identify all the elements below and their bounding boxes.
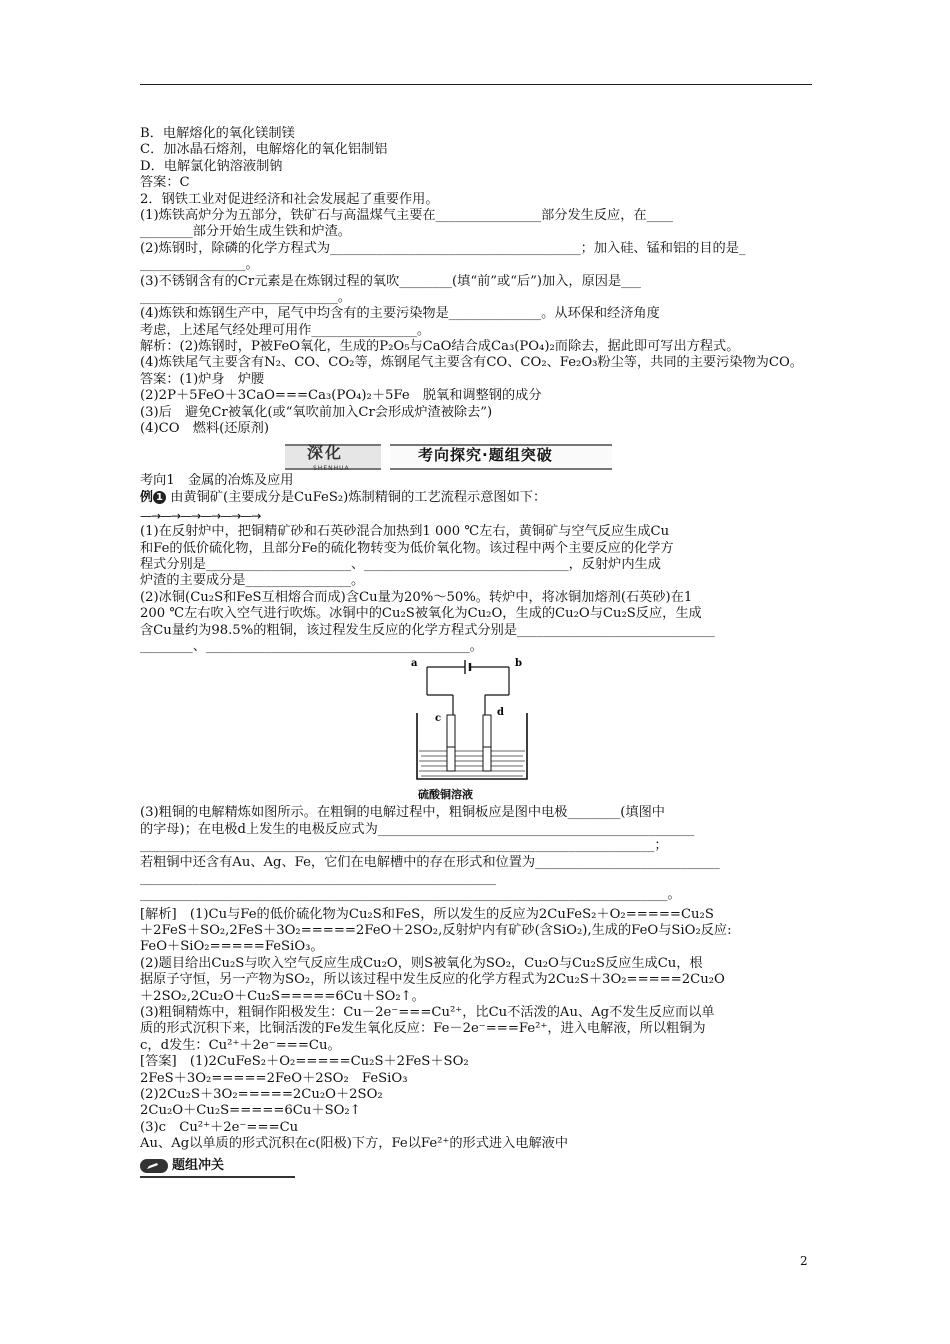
answer-line-5: (3)c Cu²⁺＋2e⁻===Cu — [140, 1119, 299, 1135]
banner-left-subtitle: SHENHUA — [313, 465, 350, 473]
ex-part3-line5: ______________________________________________________ — [140, 870, 497, 886]
example-label: 例 — [140, 489, 154, 505]
page-number: 2 — [800, 1254, 808, 1268]
answer-line-1: [答案] (1)2CuFeS₂＋O₂=====Cu₂S＋2FeS＋SO₂ — [140, 1054, 469, 1070]
ex-part1-line2: 和Fe的低价硫化物，且部分Fe的硫化物转变为低价氧化物。该过程中两个主要反应的化学方 — [140, 540, 674, 556]
ex-part2-line1: (2)冰铜(Cu₂S和FeS互相熔合而成)含Cu量为20%～50%。转炉中，将冰铜加熔剂(石英砂)在1 — [140, 589, 693, 605]
option-b: B．电解熔化的氧化镁制镁 — [140, 126, 295, 141]
q2-part1-line2: ________部分开始生成生铁和炉渣。 — [140, 224, 351, 240]
ex-part1-line3: 程式分别是______________________、_______________________________，反射炉内生成 — [140, 557, 661, 573]
solution-line-2: ＋2FeS＋SO₂,2FeS＋3O₂=====2FeO＋2SO₂,反射炉内有矿砂(含SiO₂),生成的FeO与SiO₂反应: — [140, 923, 732, 939]
group-practice-header — [140, 1157, 812, 1179]
answer-line-4: 2Cu₂O＋Cu₂S=====6Cu＋SO₂↑ — [140, 1103, 361, 1119]
group-title: 题组冲关 — [172, 1157, 225, 1173]
banner-left — [285, 443, 381, 473]
electrode-label-b: b — [515, 658, 522, 670]
answer-line-2: 2FeS＋3O₂=====2FeO＋2SO₂ FeSiO₃ — [140, 1070, 408, 1086]
header-rule — [140, 84, 812, 85]
solution-line-8: 质的形式沉积下来，比铜活泼的Fe发生氧化反应：Fe－2e⁻===Fe²⁺，进入电解液，所以粗铜为 — [140, 1021, 706, 1037]
option-c: C．加冰晶石熔剂，电解熔化的氧化铝制铝 — [140, 142, 388, 158]
figure-caption: 硫酸铜溶液 — [418, 788, 473, 802]
solution-line-9: c，d发生：Cu²⁺＋2e⁻===Cu。 — [140, 1037, 341, 1053]
q2-part2-line1: (2)炼钢时，除磷的化学方程式为______________________________________；加入硅、锰和铝的目的是_ — [140, 240, 746, 256]
solution-line-6: ＋2SO₂,2Cu₂O＋Cu₂S=====6Cu＋SO₂↑。 — [140, 988, 425, 1004]
q2-part3-line2: ______________________________。 — [140, 289, 351, 305]
q2-answer-1: 答案：(1)炉身 炉腰 — [140, 371, 265, 387]
ex-part1-line4: 炉渣的主要成分是________________。 — [140, 573, 365, 589]
solution-line-3: FeO＋SiO₂=====FeSiO₃。 — [140, 939, 324, 955]
q2-part4-line2: 考虑，上述尾气经处理可用作________________。 — [140, 322, 431, 338]
section-title: 考向1 金属的冶炼及应用 — [140, 473, 294, 489]
pen-icon — [146, 1162, 160, 1170]
q2-explanation-2: (4)炼铁尾气主要含有N₂、CO、CO₂等，炼钢尾气主要含有CO、CO₂、Fe₂O₃粉尘等，共同的主要污染物为CO。 — [140, 355, 803, 371]
example-number: 1 — [153, 491, 166, 504]
electrode-label-c: c — [435, 713, 442, 725]
flow-arrows: —→—→—→—→—→—→ — [140, 509, 261, 524]
banner-right-title: 考向探究·题组突破 — [418, 446, 553, 465]
ex-part1-line1: (1)在反射炉中，把铜精矿砂和石英砂混合加热到1 000 ℃左右，黄铜矿与空气反应生成Cu — [140, 524, 670, 540]
q2-answer-4: (4)CO 燃料(还原剂) — [140, 421, 269, 437]
example-badge — [140, 490, 166, 506]
ex-part2-line3: 含Cu量约为98.5%的粗铜，该过程发生反应的化学方程式分别是______________________________ — [140, 622, 715, 638]
q2-answer-2: (2)2P＋5FeO＋3CaO===Ca₃(PO₄)₂＋5Fe 脱氧和调整钢的成分 — [140, 388, 542, 404]
solution-line-4: (2)题目给出Cu₂S与吹入空气反应生成Cu₂O，则S被氧化为SO₂，Cu₂O与Cu₂S反应生成Cu，根 — [140, 955, 703, 971]
q2-explanation-1: 解析：(2)炼钢时，P被FeO氧化，生成的P₂O₅与CaO结合成Ca₃(PO₄)₂而除去，据此即可写出方程式。 — [140, 339, 740, 355]
answer-line-6: Au、Ag以单质的形式沉积在c(阳极)下方，Fe以Fe²⁺的形式进入电解液中 — [140, 1136, 569, 1152]
electrode-label-a: a — [411, 658, 418, 670]
q2-stem: 2．钢铁工业对促进经济和社会发展起了重要作用。 — [140, 191, 439, 207]
pen-badge — [140, 1159, 168, 1173]
solution-line-7: (3)粗铜精炼中，粗铜作阳极发生：Cu－2e⁻===Cu²⁺，比Cu不活泼的Au、Ag不发生反应而以单 — [140, 1005, 715, 1021]
ex-part3-line1: (3)粗铜的电解精炼如图所示。在粗铜的电解过程中，粗铜板应是图中电极________(填图中 — [140, 805, 665, 821]
q2-part1-line1: (1)炼铁高炉分为五部分，铁矿石与高温煤气主要在________________部分发生反应，在____ — [140, 207, 673, 223]
example-stem: 由黄铜矿(主要成分是CuFeS₂)炼制精铜的工艺流程示意图如下： — [170, 489, 547, 505]
electrolysis-figure — [140, 655, 812, 805]
banner-right — [390, 444, 612, 470]
ex-part3-line4: 若粗铜中还含有Au、Ag、Fe，它们在电解槽中的存在形式和位置为____________________________ — [140, 854, 720, 870]
ex-part3-line3: ______________________________________________________________________________； — [140, 838, 668, 854]
ex-part2-line4: ________、________________________________________。 — [140, 638, 483, 654]
example-stem-line — [140, 490, 812, 506]
q2-part3-line1: (3)不锈钢含有的Cr元素是在炼钢过程的氧吹________(填“前”或“后”)加入，原因是___ — [140, 273, 641, 289]
banner-left-title: 深化 — [307, 443, 344, 463]
ex-part3-line6: ________________________________________________________________________________。 — [140, 887, 681, 903]
solution-line-5: 据原子守恒，另一产物为SO₂，所以该过程中发生反应的化学方程式为2Cu₂S＋3O₂=====2Cu₂O — [140, 972, 725, 988]
electrolysis-cell-diagram — [405, 655, 545, 787]
q2-part2-line2: ________________。 — [140, 257, 259, 273]
ex-part2-line2: 200 ℃左右吹入空气进行吹炼。冰铜中的Cu₂S被氧化为Cu₂O，生成的Cu₂O与Cu₂S反应，生成 — [140, 606, 702, 622]
ex-part3-line2: 的字母)；在电极d上发生的电极反应式为________________________________________________ — [140, 821, 695, 837]
option-d: D．电解氯化钠溶液制钠 — [140, 158, 283, 174]
solution-line-1: [解析] (1)Cu与Fe的低价硫化物为Cu₂S和FeS，所以发生的反应为2CuFeS₂＋O₂=====Cu₂S — [140, 906, 714, 922]
section-banner — [140, 441, 812, 473]
page-content — [140, 126, 812, 1179]
electrode-label-d: d — [497, 707, 504, 719]
q2-part4-line1: (4)炼铁和炼钢生产中，尾气中均含有的主要污染物是______________。从环保和经济角度 — [140, 306, 660, 322]
q2-answer-3: (3)后 避免Cr被氧化(或“氧吹前加入Cr会形成炉渣被除去”) — [140, 404, 493, 420]
q1-answer: 答案：C — [140, 175, 190, 191]
answer-line-3: (2)2Cu₂S＋3O₂=====2Cu₂O＋2SO₂ — [140, 1087, 383, 1102]
